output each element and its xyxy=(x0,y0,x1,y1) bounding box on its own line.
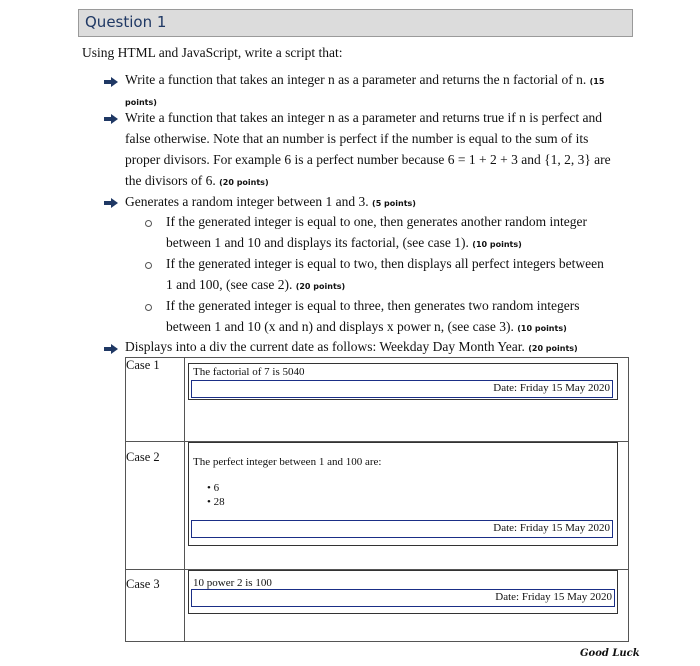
sub1-line2: between 1 and 10 and displays its factorial, (see case 1). (10 points) xyxy=(166,235,522,250)
good-luck-signature: Good Luck xyxy=(580,648,640,659)
arrow-bullet-icon xyxy=(104,114,118,124)
sub-bullet-icon xyxy=(145,220,152,227)
case2-item-2: • 28 xyxy=(207,496,225,508)
case3-row xyxy=(126,570,629,642)
intro-text: Using HTML and JavaScript, write a script that: xyxy=(82,45,343,60)
case1-date-div xyxy=(191,380,613,398)
sub2-line1: If the generated integer is equal to two, then displays all perfect integers between xyxy=(166,256,604,271)
bullet2-line3: proper divisors. For example 6 is a perfect number because 6 = 1 + 2 + 3 and {1, 2, 3} are xyxy=(125,152,611,167)
case2-label: Case 2 xyxy=(126,442,185,570)
case2-row xyxy=(126,442,629,570)
question-title: Question 1 xyxy=(85,13,167,31)
case3-output xyxy=(185,570,629,642)
case3-text: 10 power 2 is 100 xyxy=(193,577,272,589)
sub1-line1: If the generated integer is equal to one, then generates another random integer xyxy=(166,214,587,229)
cases-table xyxy=(125,357,629,642)
bullet3-line1: Generates a random integer between 1 and 3. (5 points) xyxy=(125,194,416,209)
sub2-line2: 1 and 100, (see case 2). (20 points) xyxy=(166,277,346,292)
case2-date: Date: Friday 15 May 2020 xyxy=(493,522,610,534)
case1-text: The factorial of 7 is 5040 xyxy=(193,366,305,378)
case1-label: Case 1 xyxy=(126,358,185,442)
case3-date: Date: Friday 15 May 2020 xyxy=(495,591,612,603)
question-header xyxy=(78,9,633,37)
bullet4-line1: Displays into a div the current date as follows: Weekday Day Month Year. (20 points) xyxy=(125,339,578,354)
case3-date-div xyxy=(191,589,615,607)
arrow-bullet-icon xyxy=(104,198,118,208)
case2-date-div xyxy=(191,520,613,538)
case1-output-box xyxy=(188,363,618,400)
case2-text: The perfect integer between 1 and 100 are: xyxy=(193,456,382,468)
bullet2-line2: false otherwise. Note that an number is perfect if the number is equal to the sum of its xyxy=(125,131,589,146)
case1-date: Date: Friday 15 May 2020 xyxy=(493,382,610,394)
bullet2-line4: the divisors of 6. (20 points) xyxy=(125,173,269,188)
sub-bullet-icon xyxy=(145,304,152,311)
case3-label: Case 3 xyxy=(126,570,185,642)
case2-output-box xyxy=(188,442,618,546)
bullet1-line1: Write a function that takes an integer n as a parameter and returns the n factorial of n. (15 xyxy=(125,72,605,87)
sub3-line1: If the generated integer is equal to three, then generates two random integers xyxy=(166,298,580,313)
case2-item-1: • 6 xyxy=(207,482,220,494)
case1-row xyxy=(126,358,629,442)
case2-output xyxy=(185,442,629,570)
arrow-bullet-icon xyxy=(104,344,118,354)
bullet1-points: points) xyxy=(125,98,157,107)
sub3-line2: between 1 and 10 (x and n) and displays x power n, (see case 3). (10 points) xyxy=(166,319,567,334)
case1-output xyxy=(185,358,629,442)
case3-output-box xyxy=(188,570,618,614)
bullet2-line1: Write a function that takes an integer n as a parameter and returns true if n is perfect and xyxy=(125,110,603,125)
arrow-bullet-icon xyxy=(104,77,118,87)
sub-bullet-icon xyxy=(145,262,152,269)
